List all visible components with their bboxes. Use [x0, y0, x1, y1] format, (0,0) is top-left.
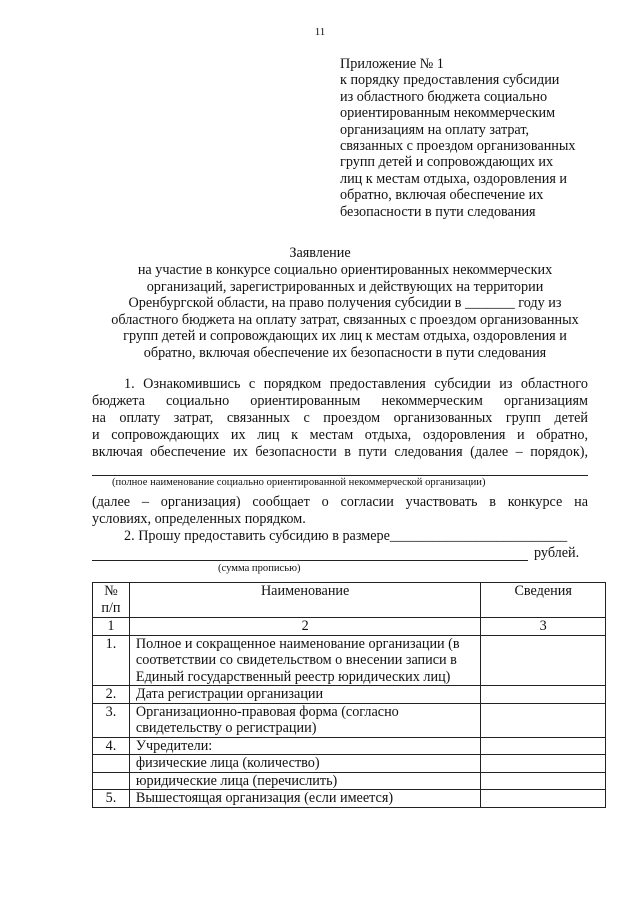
appendix-line: безопасности в пути следования: [340, 203, 536, 220]
table-row: [93, 755, 606, 773]
table-col-numbers-row: [93, 618, 606, 636]
document-subtitle: [95, 262, 595, 362]
paragraph-line: включая обеспечение их безопасности в пути следования (далее – порядок),: [92, 444, 588, 460]
row-name: юридические лица (перечислить): [129, 772, 480, 790]
rubles-label: рублей.: [534, 545, 580, 561]
col-number: 1: [93, 618, 130, 636]
row-info-cell[interactable]: [481, 755, 606, 773]
row-number: 4.: [93, 737, 130, 755]
subtitle-line: на участие в конкурсе социально ориентированных некоммерческих: [137, 262, 553, 278]
subtitle-line: групп детей и сопровождающих их лиц к местам отдыха, оздоровления и: [123, 328, 567, 345]
row-name: Вышестоящая организация (если имеется): [129, 790, 480, 808]
paragraph-line: условиях, определенных порядком.: [92, 511, 306, 527]
header-num: № п/п: [93, 583, 130, 618]
table-row: [93, 790, 606, 808]
header-name: Наименование: [129, 583, 480, 618]
subtitle-line: областного бюджета на оплату затрат, связанных с проездом организованных: [111, 311, 579, 328]
col-number: 3: [481, 618, 606, 636]
row-name: физические лица (количество): [129, 755, 480, 773]
appendix-line: к порядку предоставления субсидии: [340, 72, 560, 89]
subsidy-amount-field-line[interactable]: [92, 560, 528, 561]
col-number: 2: [129, 618, 480, 636]
paragraph-line: на оплату затрат, связанных с проездом организованных групп детей: [92, 410, 588, 426]
org-name-note: (полное наименование социально ориентированной некоммерческой организации): [112, 477, 486, 488]
paragraph-1-continued: [92, 494, 588, 528]
organization-info-table: [92, 582, 606, 808]
paragraph-1: [92, 376, 588, 461]
subtitle-line: обратно, включая обеспечение их безопасности в пути следования: [143, 344, 547, 361]
paragraph-line: 2. Прошу предоставить субсидию в размере_________________________: [124, 528, 568, 544]
sum-note: (сумма прописью): [218, 563, 301, 574]
row-info-cell[interactable]: [481, 772, 606, 790]
appendix-header: [340, 56, 610, 220]
row-number: 2.: [93, 686, 130, 704]
subtitle-line: Оренбургской области, на право получения субсидии в _______ году из: [128, 295, 562, 312]
table-row: [93, 737, 606, 755]
row-info-cell[interactable]: [481, 635, 606, 686]
appendix-line: связанных с проездом организованных: [340, 138, 576, 155]
document-title: Заявление: [289, 245, 351, 261]
table-row: [93, 686, 606, 704]
appendix-line: организациям на оплату затрат,: [340, 121, 530, 138]
page-number: 11: [314, 26, 326, 38]
paragraph-line: 1. Ознакомившись с порядком предоставления субсидии из областного: [124, 376, 588, 392]
paragraph-line: бюджета социально ориентированным некоммерческим организациям: [92, 393, 588, 409]
paragraph-line: (далее – организация) сообщает о согласии участвовать в конкурсе на: [92, 494, 588, 510]
table-row: [93, 635, 606, 686]
table-header-row: [93, 583, 606, 618]
row-info-cell[interactable]: [481, 790, 606, 808]
appendix-line: лиц к местам отдыха, оздоровления и: [340, 170, 568, 187]
row-name: Организационно-правовая форма (согласно свидетельству о регистрации): [129, 703, 480, 737]
row-name: Дата регистрации организации: [129, 686, 480, 704]
appendix-line: Приложение № 1: [340, 56, 444, 72]
appendix-line: ориентированным некоммерческим: [340, 105, 556, 122]
row-number: [93, 755, 130, 773]
row-info-cell[interactable]: [481, 686, 606, 704]
org-name-field-line[interactable]: [92, 475, 588, 476]
header-info: Сведения: [481, 583, 606, 618]
paragraph-line: и сопровождающих их лиц к местам отдыха, оздоровления и обратно,: [92, 427, 588, 443]
appendix-line: групп детей и сопровождающих их: [340, 154, 554, 171]
row-info-cell[interactable]: [481, 737, 606, 755]
appendix-line: обратно, включая обеспечение их: [340, 187, 544, 204]
table-row: [93, 772, 606, 790]
table-row: [93, 703, 606, 737]
row-name: Учредители:: [129, 737, 480, 755]
row-name: Полное и сокращенное наименование организации (в соответствии со свидетельством о внесении записи в Единый государственный реестр юридических лиц): [129, 635, 480, 686]
row-info-cell[interactable]: [481, 703, 606, 737]
paragraph-2: [92, 528, 588, 545]
appendix-line: из областного бюджета социально: [340, 88, 548, 105]
row-number: 3.: [93, 703, 130, 737]
row-number: 1.: [93, 635, 130, 686]
row-number: 5.: [93, 790, 130, 808]
subtitle-line: организаций, зарегистрированных и действующих на территории: [146, 278, 544, 295]
row-number: [93, 772, 130, 790]
